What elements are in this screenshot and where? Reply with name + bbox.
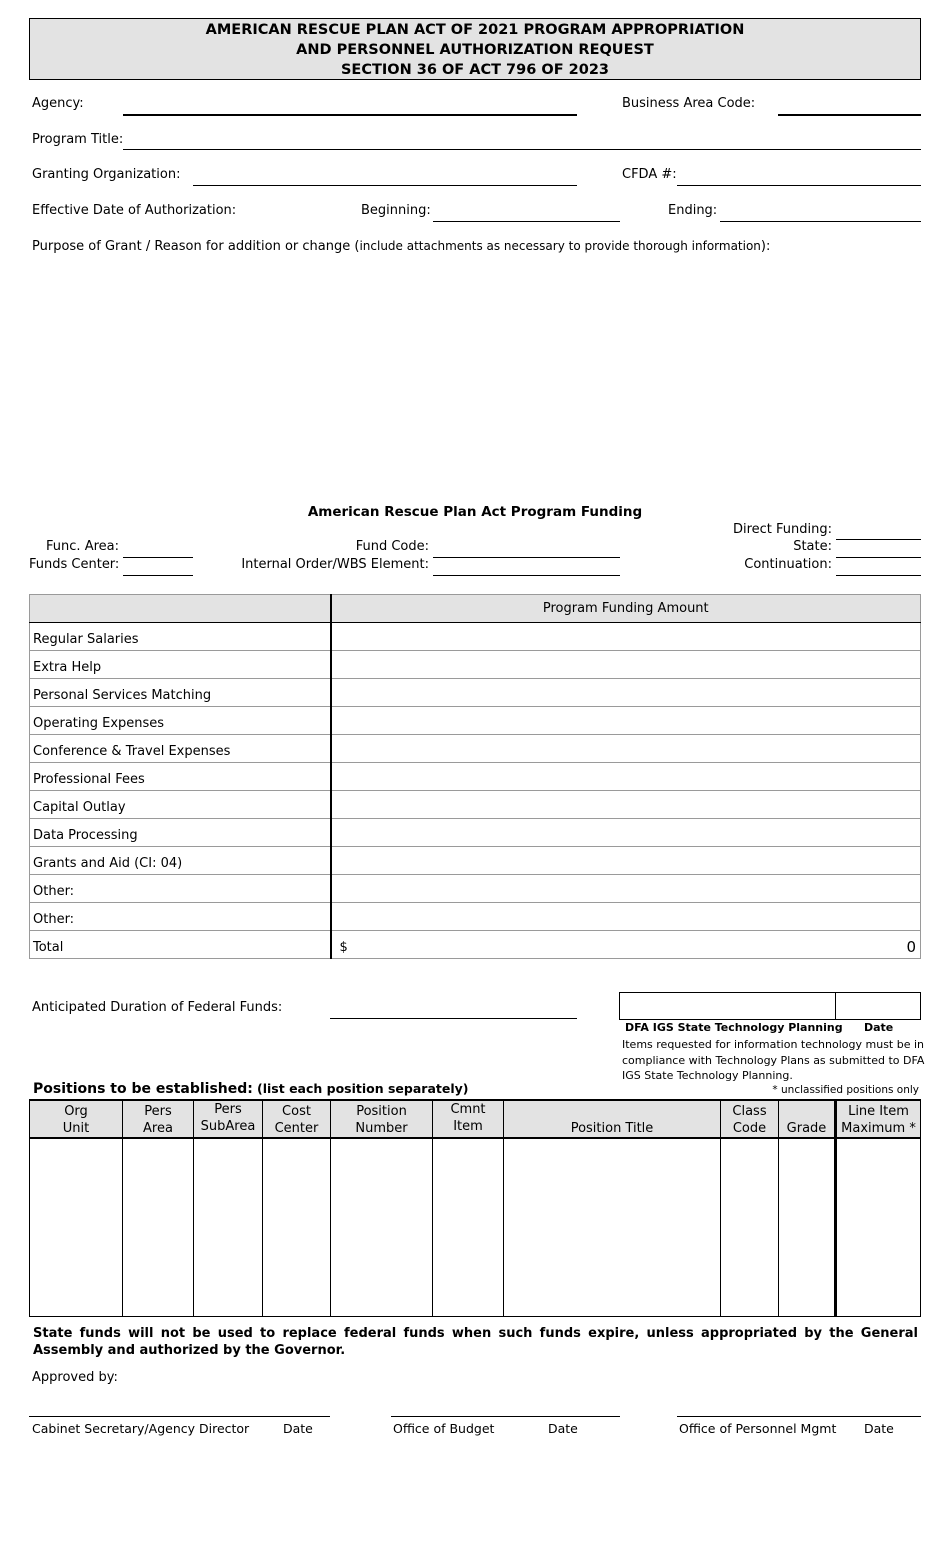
business-area-code-field[interactable] <box>778 114 921 116</box>
cfda-field[interactable] <box>677 185 921 186</box>
row-label: Extra Help <box>30 651 331 679</box>
amount-cell[interactable] <box>331 819 921 847</box>
pers-area-cell[interactable] <box>123 1138 194 1316</box>
col-grade: Grade <box>779 1100 836 1138</box>
func-area-label: Func. Area: <box>46 539 119 554</box>
table-row <box>30 791 921 819</box>
table-row <box>30 707 921 735</box>
program-title-field[interactable] <box>123 149 921 150</box>
state-label: State: <box>793 539 832 554</box>
duration-field[interactable] <box>330 1018 577 1019</box>
effective-date-label: Effective Date of Authorization: <box>32 203 237 218</box>
cabinet-date-label: Date <box>283 1421 313 1436</box>
positions-subtitle: (list each position separately) <box>257 1081 469 1096</box>
col-cost-center: Cost Center <box>263 1100 331 1138</box>
line-item-maximum-cell[interactable] <box>836 1138 921 1316</box>
table-row <box>30 903 921 931</box>
granting-organization-field[interactable] <box>193 185 577 186</box>
title-line-3: SECTION 36 OF ACT 796 OF 2023 <box>340 62 610 78</box>
budget-date-label: Date <box>548 1421 578 1436</box>
planning-date-label: Date <box>864 1021 894 1034</box>
amount-cell[interactable] <box>331 707 921 735</box>
continuation-field[interactable] <box>836 575 921 576</box>
row-label: Operating Expenses <box>30 707 331 735</box>
personnel-date-label: Date <box>864 1421 894 1436</box>
direct-funding-label: Direct Funding: <box>732 522 832 537</box>
beginning-label: Beginning: <box>361 203 431 218</box>
total-label: Total <box>30 931 331 959</box>
amount-cell[interactable] <box>331 623 921 651</box>
col-pers-subarea: Pers SubArea <box>194 1100 263 1138</box>
fund-code-label: Fund Code: <box>355 539 429 554</box>
funds-center-field[interactable] <box>123 575 193 576</box>
amount-cell[interactable] <box>331 763 921 791</box>
ending-field[interactable] <box>720 221 921 222</box>
cost-center-cell[interactable] <box>263 1138 331 1316</box>
table-row <box>30 679 921 707</box>
direct-funding-field[interactable] <box>836 539 921 540</box>
amount-cell[interactable] <box>331 903 921 931</box>
row-label: Conference & Travel Expenses <box>30 735 331 763</box>
funds-center-label: Funds Center: <box>29 557 120 572</box>
funding-table <box>29 594 921 959</box>
funding-section-title: American Rescue Plan Act Program Funding <box>307 504 643 520</box>
cabinet-signature-label: Cabinet Secretary/Agency Director <box>32 1421 250 1436</box>
table-row <box>30 735 921 763</box>
agency-label: Agency: <box>32 96 84 111</box>
cabinet-signature-line[interactable] <box>29 1416 330 1417</box>
amount-cell[interactable] <box>331 735 921 763</box>
personnel-signature-label: Office of Personnel Mgmt <box>679 1421 837 1436</box>
org-unit-cell[interactable] <box>30 1138 123 1316</box>
program-title-label: Program Title: <box>32 132 124 147</box>
table-row <box>30 651 921 679</box>
currency-symbol: $ <box>339 940 348 955</box>
row-label: Other: <box>30 903 331 931</box>
purpose-label: Purpose of Grant / Reason for addition or change (include attachments as necessary to provide thorough information): <box>32 239 771 254</box>
granting-organization-label: Granting Organization: <box>32 167 181 182</box>
budget-signature-label: Office of Budget <box>393 1421 495 1436</box>
row-label: Data Processing <box>30 819 331 847</box>
personnel-signature-line[interactable] <box>677 1416 921 1417</box>
row-label: Professional Fees <box>30 763 331 791</box>
row-label: Regular Salaries <box>30 623 331 651</box>
amount-cell[interactable] <box>331 651 921 679</box>
col-class-code: Class Code <box>721 1100 779 1138</box>
unclassified-note: * unclassified positions only <box>772 1084 919 1096</box>
beginning-field[interactable] <box>433 221 620 222</box>
agency-field[interactable] <box>123 114 577 116</box>
col-position-title: Position Title <box>504 1100 721 1138</box>
state-field[interactable] <box>836 557 921 558</box>
row-label: Other: <box>30 875 331 903</box>
position-title-cell[interactable] <box>504 1138 721 1316</box>
col-line-item-maximum: Line Item Maximum * <box>836 1100 921 1138</box>
title-line-2: AND PERSONNEL AUTHORIZATION REQUEST <box>296 42 654 58</box>
amount-cell[interactable] <box>331 679 921 707</box>
funding-amount-header: Program Funding Amount <box>331 595 921 623</box>
state-funds-statement: State funds will not be used to replace federal funds when such funds expire, unless appropriated by the General Assembly and authorized by the Governor. <box>33 1326 918 1358</box>
budget-signature-line[interactable] <box>391 1416 620 1417</box>
position-number-cell[interactable] <box>331 1138 433 1316</box>
form-title <box>29 18 921 80</box>
func-area-field[interactable] <box>123 557 193 558</box>
table-row <box>30 819 921 847</box>
purpose-textarea[interactable] <box>29 262 921 492</box>
cfda-label: CFDA #: <box>622 167 677 182</box>
internal-order-field[interactable] <box>433 575 620 576</box>
table-row <box>30 763 921 791</box>
col-cmnt-item: Cmnt Item <box>433 1100 504 1138</box>
table-row <box>30 875 921 903</box>
amount-cell[interactable] <box>331 791 921 819</box>
planning-note-1: Items requested for information technology must be in <box>622 1038 925 1051</box>
business-area-code-label: Business Area Code: <box>622 96 756 111</box>
class-code-cell[interactable] <box>721 1138 779 1316</box>
positions-entry-row <box>30 1138 921 1316</box>
approved-by-label: Approved by: <box>32 1370 118 1385</box>
positions-table <box>29 1099 921 1317</box>
table-row <box>30 847 921 875</box>
planning-note-3: IGS State Technology Planning. <box>622 1069 793 1082</box>
internal-order-label: Internal Order/WBS Element: <box>241 557 429 572</box>
table-row <box>30 623 921 651</box>
continuation-label: Continuation: <box>744 557 832 572</box>
cmnt-item-cell[interactable] <box>433 1138 504 1316</box>
col-pers-area: Pers Area <box>123 1100 194 1138</box>
row-label: Capital Outlay <box>30 791 331 819</box>
col-position-number: Position Number <box>331 1100 433 1138</box>
total-value: 0 <box>906 938 916 956</box>
positions-title: Positions to be established: <box>33 1081 253 1097</box>
positions-heading <box>33 1081 469 1097</box>
title-line-1: AMERICAN RESCUE PLAN ACT OF 2021 PROGRAM APPROPRIATION <box>205 22 745 38</box>
planning-label: DFA IGS State Technology Planning <box>625 1021 843 1034</box>
total-row <box>30 931 921 959</box>
grade-cell[interactable] <box>779 1138 836 1316</box>
planning-note-2: compliance with Technology Plans as submitted to DFA <box>622 1054 925 1067</box>
planning-signature-box[interactable] <box>619 992 921 1020</box>
pers-subarea-cell[interactable] <box>194 1138 263 1316</box>
ending-label: Ending: <box>668 203 718 218</box>
amount-cell[interactable] <box>331 847 921 875</box>
fund-code-field[interactable] <box>433 557 620 558</box>
total-amount-cell <box>331 931 921 959</box>
duration-label: Anticipated Duration of Federal Funds: <box>32 1000 283 1015</box>
col-org-unit: Org Unit <box>30 1100 123 1138</box>
amount-cell[interactable] <box>331 875 921 903</box>
row-label: Personal Services Matching <box>30 679 331 707</box>
funding-table-corner <box>30 595 331 623</box>
row-label: Grants and Aid (CI: 04) <box>30 847 331 875</box>
